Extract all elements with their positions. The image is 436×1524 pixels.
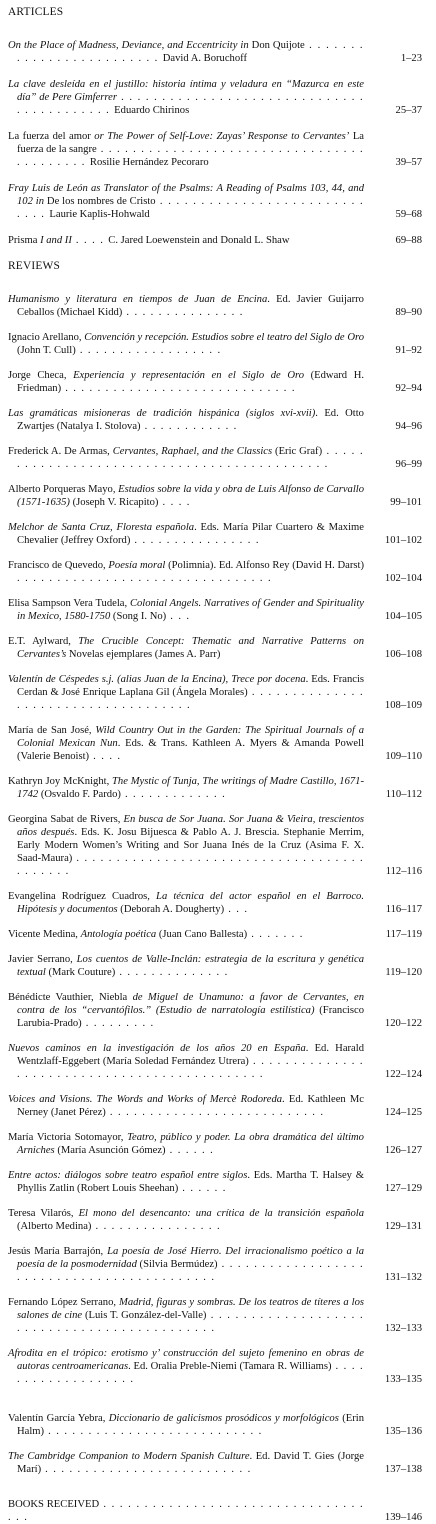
- page-range: 109–110: [385, 751, 422, 762]
- page-range: 131–132: [384, 1272, 422, 1283]
- entry-text: Fernando López Serrano,: [8, 1297, 120, 1308]
- toc-entry: [8, 1131, 422, 1157]
- entry-text: Valentín García Yebra,: [8, 1413, 109, 1424]
- leader-dots: . . . . . . . . . . . .: [140, 421, 238, 432]
- entry-author: Laurie Kaplis-Hohwald: [49, 209, 150, 220]
- entry-title: The Crucible Concept: Thematic and Narrative Patterns on Cervantes’s: [17, 636, 364, 660]
- entry-text: . Eds. & Trans. Kathleen A. Myers & Amanda Powell (Valerie Benoist): [17, 738, 364, 762]
- toc-entry: [8, 1207, 422, 1233]
- books-received-label: BOOKS RECEIVED: [8, 1499, 100, 1510]
- entry-title: En busca de Sor Juana. Sor Juana & Vieira, trescientos años después: [17, 814, 364, 838]
- entry-title: Nuevos caminos en la investigación de los años 20 en España: [8, 1043, 306, 1054]
- entry-title: Convención y recepción. Estudios sobre el teatro del Siglo de Oro: [84, 332, 364, 343]
- entry-text: María de San José,: [8, 725, 96, 736]
- toc-entry: [8, 407, 422, 433]
- toc-entry: [8, 369, 422, 395]
- toc-entry: [8, 724, 422, 763]
- entry-text: La fuerza del amor: [8, 131, 95, 142]
- entry-text: . Ed. Otto Zwartjes (Natalya I. Stolova): [17, 408, 364, 432]
- articles-heading: ARTICLES: [8, 6, 64, 18]
- entry-title: Fray Luis de León as Translator of the Psalms: A Reading of Psalms 103, 44, and 102 in: [8, 183, 364, 207]
- page-range: 59–68: [395, 209, 422, 220]
- toc-entry: [8, 1296, 422, 1335]
- entry-text: Kathryn Joy McKnight,: [8, 776, 113, 787]
- page-range: 117–119: [385, 929, 422, 940]
- page-range: 126–127: [384, 1145, 422, 1156]
- extra-reviews-list: [8, 1412, 422, 1476]
- entry-title: Colonial Angels. Narratives of Gender and Spirituality in Mexico, 1580-1750: [17, 598, 364, 622]
- page-range: 120–122: [384, 1018, 422, 1029]
- entry-text: Evangelina Rodríguez Cuadros,: [8, 891, 157, 902]
- toc-entry: [8, 130, 422, 169]
- entry-text: Georgina Sabat de Rivers,: [8, 814, 124, 825]
- page-range: 102–104: [384, 573, 422, 584]
- books-received-entry: [8, 1498, 422, 1524]
- leader-dots: . . . . . . . . . . . . . . . . . . . . . . . . . . .: [44, 1426, 263, 1437]
- leader-dots: . . . . . . . . . . . . . . .: [122, 307, 244, 318]
- entry-text: (Eric Graf): [272, 446, 323, 457]
- entry-text: Teresa Vilarós,: [8, 1208, 79, 1219]
- leader-dots: . . . . . .: [165, 1145, 215, 1156]
- leader-dots: . . . . . .: [178, 1183, 227, 1194]
- page-range: 137–138: [384, 1464, 422, 1475]
- leader-dots: . . . . . . . . . . . . . . . . . . . . . . . . . . . . . . . . . . .: [8, 1499, 364, 1523]
- toc-entry: [8, 445, 422, 471]
- toc-entry: [8, 1245, 422, 1284]
- entry-author: C. Jared Loewenstein and Donald L. Shaw: [108, 235, 290, 246]
- entry-title: Voices and Visions. The Words and Works of Mercè Rodoreda: [8, 1094, 283, 1105]
- page-range: 116–117: [385, 904, 422, 915]
- toc-entry: [8, 483, 422, 509]
- entry-title: Entre actos: diálogos sobre teatro español entre siglos: [8, 1170, 248, 1181]
- entry-text: Elisa Sampson Vera Tudela,: [8, 598, 130, 609]
- toc-entry: [8, 775, 422, 801]
- page-range: 99–101: [390, 497, 422, 508]
- page-range: 122–124: [384, 1069, 422, 1080]
- page-range: 94–96: [395, 421, 422, 432]
- entry-text: . Ed. Harald Wentzlaff-Eggebert (María Soledad Fernández Utrera): [17, 1043, 364, 1067]
- toc-entry: [8, 597, 422, 623]
- entry-text: María Victoria Sotomayor,: [8, 1132, 128, 1143]
- entry-title: Humanismo y literatura en tiempos de Juan de Encina: [8, 294, 268, 305]
- entry-title: Antología poética: [80, 929, 157, 940]
- entry-text: Frederick A. De Armas,: [8, 446, 113, 457]
- leader-dots: . . . . . . . . . . . . . . . . . . . . . . . . . . . . . . . . . . . . . . . . . .: [17, 92, 365, 116]
- entry-text: . Ed. Javier Guijarro Ceballos (Michael Kidd): [17, 294, 364, 318]
- leader-dots: . . . . . . . . . . . . . . . . . . . . . . . . . . . . . . . .: [17, 573, 273, 584]
- page-range: 110–112: [385, 789, 422, 800]
- reviews-list: [8, 293, 422, 1386]
- leader-dots: . . . . . . . . . . . . . . . . . .: [75, 345, 222, 356]
- entry-text: (Mark Couture): [45, 967, 116, 978]
- entry-text: Don Quijote: [248, 40, 305, 51]
- entry-text: . Eds. Francis Cerdan & José Enrique Laplana Gil (Ángela Morales): [17, 674, 365, 698]
- entry-text: Javier Serrano,: [8, 954, 77, 965]
- page-range: 104–105: [384, 611, 422, 622]
- page-range: 133–135: [384, 1374, 422, 1385]
- page-range: 139–146: [384, 1512, 422, 1523]
- toc-entry: [8, 890, 422, 916]
- page-range: 127–129: [384, 1183, 422, 1194]
- entry-author: Rosilie Hernández Pecoraro: [89, 157, 209, 168]
- toc-entry: [8, 182, 422, 221]
- reviews-heading: REVIEWS: [8, 260, 61, 272]
- page-range: 101–102: [384, 535, 422, 546]
- entry-text: (Erin Halm): [17, 1413, 364, 1437]
- toc-entry: [8, 331, 422, 357]
- page-range: 39–57: [395, 157, 422, 168]
- leader-dots: . . .: [224, 904, 249, 915]
- entry-text: . Ed. Oralia Preble-Niemi (Tamara R. Williams): [128, 1361, 332, 1372]
- entry-author: David A. Boruchoff: [162, 53, 247, 64]
- entry-title: Cervantes, Raphael, and the Classics: [112, 446, 273, 457]
- toc-entry: [8, 813, 422, 878]
- leader-dots: . . .: [166, 611, 191, 622]
- toc-entry: [8, 673, 422, 712]
- page-range: 106–108: [384, 649, 422, 660]
- page-range: 112–116: [385, 866, 422, 877]
- leader-dots: . . . . . . . . . . . . . . . . . . . . . . . . . . . . . . . . . . . . . . . . . . . .: [17, 446, 365, 470]
- leader-dots: . . . . . . . . . . . . . . . . . . . . . . . . . . . . .: [17, 196, 365, 220]
- page-range: 96–99: [395, 459, 422, 470]
- toc-entry: [8, 1450, 422, 1476]
- leader-dots: . . . . . . . . . . . . . . . . . . . . . . . . . . . . . . . . . . . . . . . . . . .: [17, 853, 364, 877]
- leader-dots: . . . . . . . . . . . . . . . .: [91, 1221, 221, 1232]
- toc-entry: [8, 991, 422, 1030]
- page-range: 132–133: [384, 1323, 422, 1334]
- entry-text: E.T. Aylward,: [8, 636, 79, 647]
- leader-dots: . . . . . . . . . . . . . . . .: [130, 535, 260, 546]
- leader-dots: . . . .: [71, 235, 109, 246]
- entry-text: Vicente Medina,: [8, 929, 81, 940]
- entry-text: . Eds. María Pilar Cuartero & Maxime Chevalier (Jeffrey Oxford): [17, 522, 364, 546]
- page-range: 91–92: [395, 345, 422, 356]
- entry-text: Ignacio Arellano,: [8, 332, 85, 343]
- toc-entry: [8, 1169, 422, 1195]
- leader-dots: . . . . . . . . . . . . . .: [115, 967, 229, 978]
- toc-entry: [8, 521, 422, 547]
- leader-dots: . . . . . . . . . . . . .: [120, 789, 227, 800]
- entry-text: De los nombres de Cristo: [44, 196, 156, 207]
- entry-title: Afrodita en el trópico: erotismo y’ construcción del sujeto femenino en obras de autoras centroamericanas: [8, 1348, 364, 1372]
- entry-text: Prisma: [8, 235, 41, 246]
- entry-text: (Francisco Larubia-Prado): [17, 1005, 364, 1029]
- toc-entry: [8, 293, 422, 319]
- entry-text: Bénédicte Vauthier, Niebla: [8, 992, 133, 1003]
- entry-title: Teatro, público y poder. La obra dramática del último Arniches: [17, 1132, 364, 1156]
- toc-entry: [8, 78, 422, 117]
- entry-title: The Mystic of Tunja, The writings of Madre Castillo, 1671-1742: [17, 776, 364, 800]
- toc-entry: [8, 928, 422, 941]
- entry-text: Alberto Porqueras Mayo,: [8, 484, 119, 495]
- leader-dots: . . . .: [89, 751, 122, 762]
- page-range: 135–136: [384, 1426, 422, 1437]
- entry-author: Eduardo Chirinos: [114, 105, 190, 116]
- entry-text: (Edward H. Friedman): [17, 370, 365, 394]
- toc-entry: [8, 1412, 422, 1438]
- page-range: 25–37: [395, 105, 422, 116]
- entry-title: Estudios sobre la vida y obra de Luis Alfonso de Carvallo (1571-1635): [17, 484, 365, 508]
- entry-text: . Ed. Kathleen Mc Nerney (Janet Pérez): [17, 1094, 364, 1118]
- leader-dots: . . . . . . . . . . . . . . . . . . . . . . . . . . . . . . . . . . . . . . . . . . . .: [17, 1310, 364, 1334]
- entry-text: Jorge Checa,: [8, 370, 74, 381]
- entry-text: La fuerza de la sangre: [17, 131, 365, 155]
- entry-text: Novelas ejemplares (James A. Parr): [66, 649, 221, 660]
- entry-title: Las gramáticas misioneras de tradición hispánica (siglos xvi-xvii): [8, 408, 316, 419]
- page-range: 124–125: [384, 1107, 422, 1118]
- entry-text: . Eds. K. Josu Bijuesca & Pablo A. J. Brescia. Stephanie Merrim, Early Modern Women’s Writing and Sor Juana Inés de la Cruz (Asima F. X. Saad-Maura): [17, 827, 364, 864]
- articles-list: [8, 39, 422, 247]
- entry-text: (Luis T. González-del-Valle): [82, 1310, 207, 1321]
- page-range: 92–94: [395, 383, 422, 394]
- entry-title: Los cuentos de Valle-Inclán: estrategia de la escritura y genética textual: [17, 954, 364, 978]
- leader-dots: . . . . . . . . . . . . . . . . . . . . . . . . . . . . . . . . . . . . . . . . . . .: [17, 1259, 364, 1283]
- entry-text: (Deborah A. Dougherty): [117, 904, 225, 915]
- entry-text: Jesús María Barrajón,: [8, 1246, 108, 1257]
- toc-entry: [8, 39, 422, 65]
- page-range: 89–90: [395, 307, 422, 318]
- entry-title: Valentín de Céspedes s.j. (alias Juan de la Encina), Trece por docena: [8, 674, 306, 685]
- entry-title: I and II: [40, 235, 72, 246]
- toc-entry: [8, 1042, 422, 1081]
- entry-text: (Silvia Bermúdez): [136, 1259, 218, 1270]
- toc-entry: [8, 635, 422, 661]
- leader-dots: . . . . . . . . . . . . . . . . . . . . . . . . . . . . . . . . . . . . . . . . . .: [17, 144, 365, 168]
- entry-title: Diccionario de galicismos prosódicos y morfológicos: [108, 1413, 339, 1424]
- toc-entry: [8, 1347, 422, 1386]
- toc-entry: [8, 234, 422, 247]
- table-of-contents: [8, 6, 422, 1524]
- leader-dots: . . . . . . . . . . . . . . . . . . . . . . . . . .: [41, 1464, 252, 1475]
- entry-title: La poesía de José Hierro. Del irracionalismo poético a la poesía de la posmodernidad: [17, 1246, 364, 1270]
- entry-text: (Alberto Medina): [17, 1221, 92, 1232]
- leader-dots: . . . . . . . . . . . . . . . . . . . . . . . . . . . . . . . . . . . .: [17, 687, 364, 711]
- leader-dots: . . . . . . . . . . . . . . . . . . . . . . . . . . .: [105, 1107, 325, 1118]
- page-range: 129–131: [384, 1221, 422, 1232]
- entry-title: Poesía moral: [108, 560, 166, 571]
- leader-dots: . . . . . . . . . . . . . . . . . . . . . . . . .: [17, 40, 364, 64]
- page-range: 119–120: [385, 967, 422, 978]
- toc-entry: [8, 953, 422, 979]
- entry-title: The Cambridge Companion to Modern Spanish Culture: [8, 1451, 250, 1462]
- entry-text: (Osvaldo F. Pardo): [38, 789, 121, 800]
- leader-dots: . . . . . . . . . . . . . . . . . . . . . . . . . . . . .: [61, 383, 296, 394]
- entry-text: (Song I. No): [110, 611, 167, 622]
- entry-title: Melchor de Santa Cruz, Floresta española: [8, 522, 195, 533]
- entry-text: Francisco de Quevedo,: [8, 560, 109, 571]
- entry-title: or The Power of Self-Love: Zayas’ Response to Cervantes’: [94, 131, 350, 142]
- leader-dots: . . . . . . . . . . . . . . . . . . .: [17, 1361, 364, 1385]
- entry-title: La clave desleída en el justillo: historia íntima y veladura en “Mazurca en este día” de Pere Gimferrer: [8, 79, 364, 103]
- leader-dots: . . . . . . .: [247, 929, 304, 940]
- entry-title: On the Place of Madness, Deviance, and Eccentricity in: [8, 40, 249, 51]
- entry-text: . Ed. David T. Gies (Jorge Marí): [17, 1451, 365, 1475]
- entry-text: (John T. Cull): [17, 345, 76, 356]
- entry-title: La técnica del actor español en el Barroco. Hipótesis y documentos: [17, 891, 364, 915]
- entry-text: . Eds. Martha T. Halsey & Phyllis Zatlin (Robert Louis Sheehan): [17, 1170, 364, 1194]
- page-range: 1–23: [400, 53, 422, 64]
- leader-dots: . . . .: [158, 497, 191, 508]
- entry-title: Experiencia y representación en el Siglo de Oro: [73, 370, 305, 381]
- leader-dots: . . . . . . . . .: [81, 1018, 155, 1029]
- entry-text: (Polimnia). Ed. Alfonso Rey (David H. Darst): [165, 560, 364, 571]
- leader-dots: . . . . . . . . . . . . . . . . . . . . . . . . . . . . . . . . . . . . . . . . . . . . .: [17, 1056, 364, 1080]
- toc-entry: [8, 1093, 422, 1119]
- toc-entry: [8, 559, 422, 585]
- entry-title: de Miguel de Unamuno: a favor de Cervantes, en contra de los “cervantófilos.” (Estudio de narratología estilística): [17, 992, 364, 1016]
- page-range: 108–109: [384, 700, 422, 711]
- entry-title: Madrid, figuras y sombras. De los teatros de títeres a los salones de cine: [17, 1297, 364, 1321]
- entry-text: (Joseph V. Ricapito): [69, 497, 159, 508]
- entry-title: Wild Country Out in the Garden: The Spiritual Journals of a Colonial Mexican Nun: [17, 725, 365, 749]
- page-range: 69–88: [395, 235, 422, 246]
- entry-text: (María Asunción Gómez): [54, 1145, 166, 1156]
- entry-text: (Juan Cano Ballesta): [156, 929, 248, 940]
- entry-title: El mono del desencanto: una crítica de la transición española: [78, 1208, 364, 1219]
